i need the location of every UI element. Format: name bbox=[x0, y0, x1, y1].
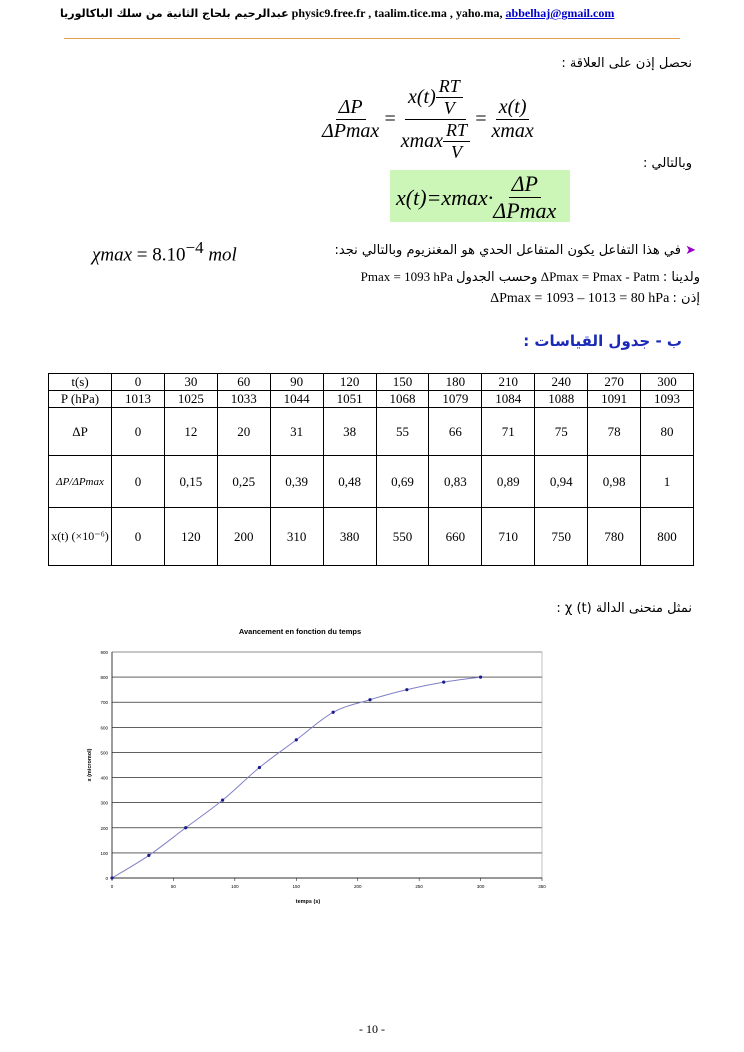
table-cell: 300 bbox=[641, 374, 694, 391]
table-cell: 1079 bbox=[429, 391, 482, 408]
page-header bbox=[60, 6, 700, 21]
table-cell: 66 bbox=[429, 408, 482, 456]
eq1-mid-den-b-den: V bbox=[450, 142, 462, 162]
line2-prefix: ولدينا : bbox=[662, 270, 700, 285]
table-cell: 0,15 bbox=[164, 456, 217, 508]
chart-xlabel: temps (s) bbox=[295, 899, 321, 905]
table-row-x bbox=[49, 508, 694, 566]
chart-ytick-label: 100 bbox=[100, 850, 108, 856]
table-cell: 1091 bbox=[588, 391, 641, 408]
eq2-fraction bbox=[493, 171, 556, 224]
table-cell: 31 bbox=[270, 408, 323, 456]
chart-ytick-label: 400 bbox=[100, 775, 108, 781]
line2-formula: ΔPmax = Pmax - Patm bbox=[540, 269, 660, 284]
table-cell: 55 bbox=[376, 408, 429, 456]
eq1-lhs-den: ΔPmax bbox=[322, 120, 380, 142]
table-cell: 90 bbox=[270, 374, 323, 391]
table-cell: 71 bbox=[482, 408, 535, 456]
page-number: - 10 - bbox=[359, 1022, 385, 1036]
eq1-mid-num-a: x(t) bbox=[408, 86, 436, 108]
table-cell: 150 bbox=[376, 374, 429, 391]
bullet-arrow-icon: ➤ bbox=[685, 243, 696, 258]
xmax-symbol: χmax bbox=[92, 244, 133, 266]
table-cell: 0 bbox=[112, 374, 165, 391]
eq1-mid-den bbox=[401, 120, 470, 163]
table-cell: 0 bbox=[112, 456, 165, 508]
eq1-lhs-num: ΔP bbox=[336, 96, 366, 120]
table-cell: 0,94 bbox=[535, 456, 588, 508]
table-cell: 710 bbox=[482, 508, 535, 566]
section-title: ب - جدول القياسات : bbox=[523, 332, 682, 350]
table-cell: 550 bbox=[376, 508, 429, 566]
equation-2 bbox=[396, 171, 556, 224]
table-cell: 0 bbox=[112, 408, 165, 456]
table-cell: 380 bbox=[323, 508, 376, 566]
chart-data-point bbox=[110, 876, 113, 879]
chart-plot-area bbox=[112, 652, 542, 878]
eq1-mid-num bbox=[405, 76, 466, 120]
chart-ytick-label: 500 bbox=[100, 750, 108, 756]
row-label-ratio: ΔP/ΔPmax bbox=[49, 456, 112, 508]
chart-xtick-label: 250 bbox=[415, 884, 423, 889]
table-row-ratio bbox=[49, 456, 694, 508]
chart-ytick-label: 200 bbox=[100, 825, 108, 831]
chart-ytick-label: 0 bbox=[105, 876, 108, 881]
bullet-text: في هذا التفاعل يكون المتفاعل الحدي هو المغنزيوم وبالتالي نجد: bbox=[334, 243, 681, 258]
table-cell: 1013 bbox=[112, 391, 165, 408]
eq1-rhs-num: x(t) bbox=[496, 96, 530, 120]
xmax-exponent: −4 bbox=[185, 238, 204, 257]
row-label-t: t(s) bbox=[49, 374, 112, 391]
eq2-den: ΔPmax bbox=[493, 198, 557, 223]
table-cell: 780 bbox=[588, 508, 641, 566]
table-cell: 1025 bbox=[164, 391, 217, 408]
chart-ytick-label: 900 bbox=[100, 650, 108, 655]
eq1-equals-1: = bbox=[383, 108, 397, 130]
chart-data-point bbox=[258, 766, 261, 769]
table-cell: 270 bbox=[588, 374, 641, 391]
line2-middle: وحسب الجدول bbox=[456, 270, 538, 285]
line2-value: Pmax = 1093 hPa bbox=[360, 269, 453, 284]
chart-data-point bbox=[479, 676, 482, 679]
table-cell: 1051 bbox=[323, 391, 376, 408]
chart-data-point bbox=[405, 688, 408, 691]
table-cell: 0 bbox=[112, 508, 165, 566]
table-cell: 80 bbox=[641, 408, 694, 456]
header-email-link[interactable]: abbelhaj@gmail.com bbox=[505, 6, 615, 20]
line-3 bbox=[490, 290, 700, 307]
table-cell: 1093 bbox=[641, 391, 694, 408]
table-cell: 120 bbox=[323, 374, 376, 391]
table-cell: 0,48 bbox=[323, 456, 376, 508]
table-cell: 1088 bbox=[535, 391, 588, 408]
table-cell: 240 bbox=[535, 374, 588, 391]
eq2-num: ΔP bbox=[509, 171, 541, 198]
line3-formula: ΔPmax = 1093 – 1013 = 80 hPa bbox=[490, 291, 670, 306]
table-cell: 120 bbox=[164, 508, 217, 566]
eq1-mid-num-b-den: V bbox=[443, 98, 455, 118]
eq1-lhs-fraction bbox=[322, 96, 379, 143]
then-text: وبالتالي : bbox=[642, 156, 692, 171]
table-cell: 200 bbox=[217, 508, 270, 566]
row-label-x: x(t) (×10⁻⁶) bbox=[49, 508, 112, 566]
table-cell: 1068 bbox=[376, 391, 429, 408]
chart-data-point bbox=[184, 826, 187, 829]
chart-ytick-label: 600 bbox=[100, 725, 108, 731]
avancement-chart bbox=[80, 620, 560, 910]
chart-xtick-label: 350 bbox=[538, 884, 546, 889]
table-cell: 1033 bbox=[217, 391, 270, 408]
chart-axes bbox=[112, 652, 542, 878]
curve-text: نمثل منحنى الدالة χ (t) : bbox=[556, 601, 692, 616]
table-row-dp bbox=[49, 408, 694, 456]
bullet-line bbox=[334, 243, 696, 258]
table-cell: 20 bbox=[217, 408, 270, 456]
eq1-mid-den-a: xmax bbox=[400, 130, 443, 152]
table-cell: 1044 bbox=[270, 391, 323, 408]
chart-grid bbox=[112, 652, 542, 853]
line-2 bbox=[361, 269, 700, 285]
chart-ytick-label: 800 bbox=[100, 675, 108, 681]
table-cell: 0,69 bbox=[376, 456, 429, 508]
chart-ytick-label: 300 bbox=[100, 800, 108, 806]
table-cell: 800 bbox=[641, 508, 694, 566]
xmax-number: = 8.10 bbox=[136, 244, 186, 266]
table-cell: 78 bbox=[588, 408, 641, 456]
equation-1 bbox=[322, 76, 534, 163]
table-cell: 0,83 bbox=[429, 456, 482, 508]
chart-xtick-label: 200 bbox=[353, 884, 362, 889]
chart-ytick-label: 700 bbox=[100, 700, 108, 706]
table-cell: 1 bbox=[641, 456, 694, 508]
eq2-lhs: x(t)=xmax· bbox=[396, 184, 494, 210]
chart-data-point bbox=[332, 711, 335, 714]
table-cell: 180 bbox=[429, 374, 482, 391]
chart-xtick-label: 0 bbox=[110, 884, 114, 889]
header-arabic: عبدالرحيم بلحاج الثانية من سلك الباكالوريا bbox=[60, 7, 289, 20]
chart-data-point bbox=[295, 738, 298, 741]
table-cell: 310 bbox=[270, 508, 323, 566]
table-cell: 12 bbox=[164, 408, 217, 456]
eq1-mid-fraction bbox=[401, 76, 470, 163]
table-row-p bbox=[49, 391, 694, 408]
table-cell: 0,98 bbox=[588, 456, 641, 508]
table-cell: 0,39 bbox=[270, 456, 323, 508]
chart-xtick-label: 50 bbox=[170, 884, 176, 889]
table-cell: 30 bbox=[164, 374, 217, 391]
table-cell: 1084 bbox=[482, 391, 535, 408]
eq1-rhs-den: xmax bbox=[491, 120, 534, 142]
row-label-dp: ΔP bbox=[49, 408, 112, 456]
measurements-table bbox=[48, 373, 694, 566]
chart-ylabel: x (micromol) bbox=[87, 748, 93, 782]
table-row-t bbox=[49, 374, 694, 391]
chart-data-point bbox=[368, 698, 371, 701]
table-cell: 38 bbox=[323, 408, 376, 456]
chart-data-point bbox=[147, 854, 150, 857]
xmax-value bbox=[92, 238, 237, 266]
eq1-mid-den-b bbox=[443, 120, 470, 163]
chart-xtick-label: 300 bbox=[476, 884, 485, 889]
chart-data-point bbox=[221, 799, 224, 802]
table-cell: 750 bbox=[535, 508, 588, 566]
header-sites: physic9.free.fr , taalim.tice.ma , yaho.ma, bbox=[291, 6, 503, 20]
table-cell: 75 bbox=[535, 408, 588, 456]
xmax-unit: mol bbox=[208, 244, 237, 266]
chart-data-point bbox=[442, 681, 445, 684]
table-cell: 60 bbox=[217, 374, 270, 391]
table-cell: 0,25 bbox=[217, 456, 270, 508]
intro-text: نحصل إذن على العلاقة : bbox=[561, 56, 692, 71]
table-cell: 210 bbox=[482, 374, 535, 391]
table-cell: 660 bbox=[429, 508, 482, 566]
eq1-rhs-fraction bbox=[492, 96, 534, 143]
eq1-mid-num-b-num: RT bbox=[436, 76, 463, 98]
chart-title: Avancement en fonction du temps bbox=[238, 627, 362, 636]
line3-prefix: إذن : bbox=[672, 291, 700, 306]
row-label-p: P (hPa) bbox=[49, 391, 112, 408]
table-cell: 0,89 bbox=[482, 456, 535, 508]
header-divider bbox=[64, 38, 680, 39]
eq1-mid-num-b bbox=[436, 76, 463, 119]
chart-xtick-label: 100 bbox=[231, 884, 239, 889]
eq1-equals-2: = bbox=[474, 108, 488, 130]
eq1-mid-den-b-num: RT bbox=[443, 120, 470, 142]
chart-xtick-label: 150 bbox=[292, 884, 301, 889]
